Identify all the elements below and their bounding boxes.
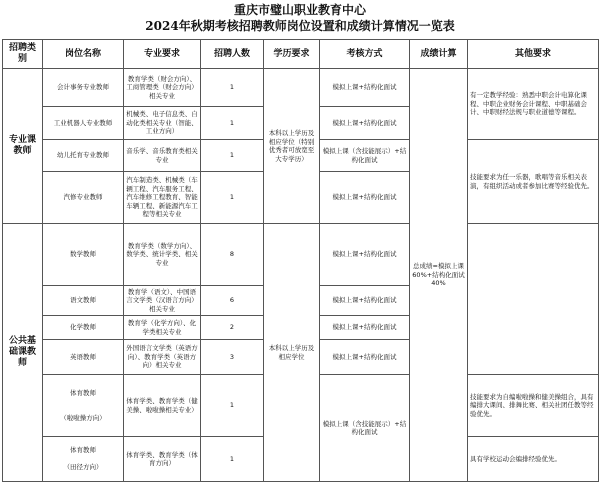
other-req: 技能要求为自编啦啦操和健美操组合，具有编排大课间、排舞比赛、相关社团任教等经验优先。 [468, 375, 599, 437]
post-name: 语文教师 [43, 286, 124, 316]
post-name-main: 体育教师 [70, 388, 96, 397]
header-count: 招聘人数 [201, 40, 264, 69]
method: 模拟上课（含技能展示）+结构化面试 [320, 375, 410, 482]
hire-count: 6 [201, 286, 264, 316]
post-name: 英语教师 [43, 340, 124, 375]
method: 模拟上课+结构化面试 [320, 69, 410, 107]
education-public: 本科以上学历及相应学位 [264, 224, 320, 482]
post-name: 化学教师 [43, 316, 124, 340]
other-req [468, 224, 599, 375]
score-calc: 总成绩=模拟上课60%+结构化面试40% [410, 69, 468, 482]
header-method: 考核方式 [320, 40, 410, 69]
method: 模拟上课+结构化面试 [320, 107, 410, 140]
other-req: 有一定教学经验：熟悉中职会计电算化课程、中职企业财务会计课程、中职基础会计、中职财经法规与职业道德等课程。 [468, 69, 599, 140]
header-score: 成绩计算 [410, 40, 468, 69]
other-req: 技能要求为任一乐器，歌唱等音乐相关表演，有组织活动或者参加比赛等经验优先。 [468, 140, 599, 224]
method: 模拟上课+结构化面试 [320, 286, 410, 316]
title-line-2: 2024年秋期考核招聘教师岗位设置和成绩计算情况一览表 [145, 19, 455, 33]
major-req: 体育学类、教育学类（体育方向） [124, 437, 201, 482]
hire-count: 2 [201, 316, 264, 340]
post-name: 数学教师 [43, 224, 124, 286]
method: 模拟上课+结构化面试 [320, 316, 410, 340]
table-row [3, 69, 599, 107]
method: 模拟上课+结构化面试 [320, 172, 410, 224]
post-name: 会计事务专业教师 [43, 69, 124, 107]
header-major: 专业要求 [124, 40, 201, 69]
hire-count: 3 [201, 340, 264, 375]
post-name-sub: （田径方向） [63, 463, 103, 472]
title-line-1: 重庆市璧山职业教育中心 [233, 3, 366, 17]
recruitment-table [2, 39, 599, 482]
post-name: 幼儿托育专业教师 [43, 140, 124, 172]
post-name [43, 375, 124, 437]
major-req: 体育学类、教育学类（健美操、啦啦操相关专业） [124, 375, 201, 437]
header-post: 岗位名称 [43, 40, 124, 69]
other-req: 具有学校运动会编排经验优先。 [468, 437, 599, 482]
major-req: 汽车制造类、机械类（车辆工程、汽车服务工程、汽车维修工程教育、智能车辆工程、新能源汽车工程等相关专业 [124, 172, 201, 224]
post-name-sub: （啦啦操方向） [60, 414, 106, 422]
hire-count: 1 [201, 69, 264, 107]
education-professional: 本科以上学历及相应学位（特别优秀者可放宽至大专学历） [264, 69, 320, 224]
header-other: 其他要求 [468, 40, 599, 69]
major-req: 机械类、电子信息类、自动化类相关专业（智能、工业方向） [124, 107, 201, 140]
hire-count: 1 [201, 172, 264, 224]
major-req: 教育学类（数学方向）、数学类、统计学类、相关专业 [124, 224, 201, 286]
hire-count: 1 [201, 437, 264, 482]
post-name: 汽修专业教师 [43, 172, 124, 224]
post-name [43, 437, 124, 482]
major-req: 教育学类（财会方向）、工商管理类（财会方向）相关专业 [124, 69, 201, 107]
method: 模拟上课+结构化面试 [320, 224, 410, 286]
method: 模拟上课+结构化面试 [320, 340, 410, 375]
hire-count: 8 [201, 224, 264, 286]
header-education: 学历要求 [264, 40, 320, 69]
hire-count: 1 [201, 375, 264, 437]
major-req: 外国语言文学类（英语方向）、教育学类（英语方向）相关专业 [124, 340, 201, 375]
category-professional: 专业课教师 [3, 69, 43, 224]
hire-count: 1 [201, 107, 264, 140]
post-name-main: 体育教师 [70, 446, 96, 455]
table-row [3, 224, 599, 286]
header-category: 招聘类别 [3, 40, 43, 69]
major-req: 教育学（化学方向）、化学类相关专业 [124, 316, 201, 340]
post-name: 工业机器人专业教师 [43, 107, 124, 140]
major-req: 音乐学、音乐教育类相关专业 [124, 140, 201, 172]
method: 模拟上课（含技能展示）+结构化面试 [320, 140, 410, 172]
major-req: 教育学（语文）、中国语言文学类（汉语言方向）相关专业 [124, 286, 201, 316]
category-public: 公共基础课教师 [3, 224, 43, 482]
header-row [3, 40, 599, 69]
hire-count: 1 [201, 140, 264, 172]
